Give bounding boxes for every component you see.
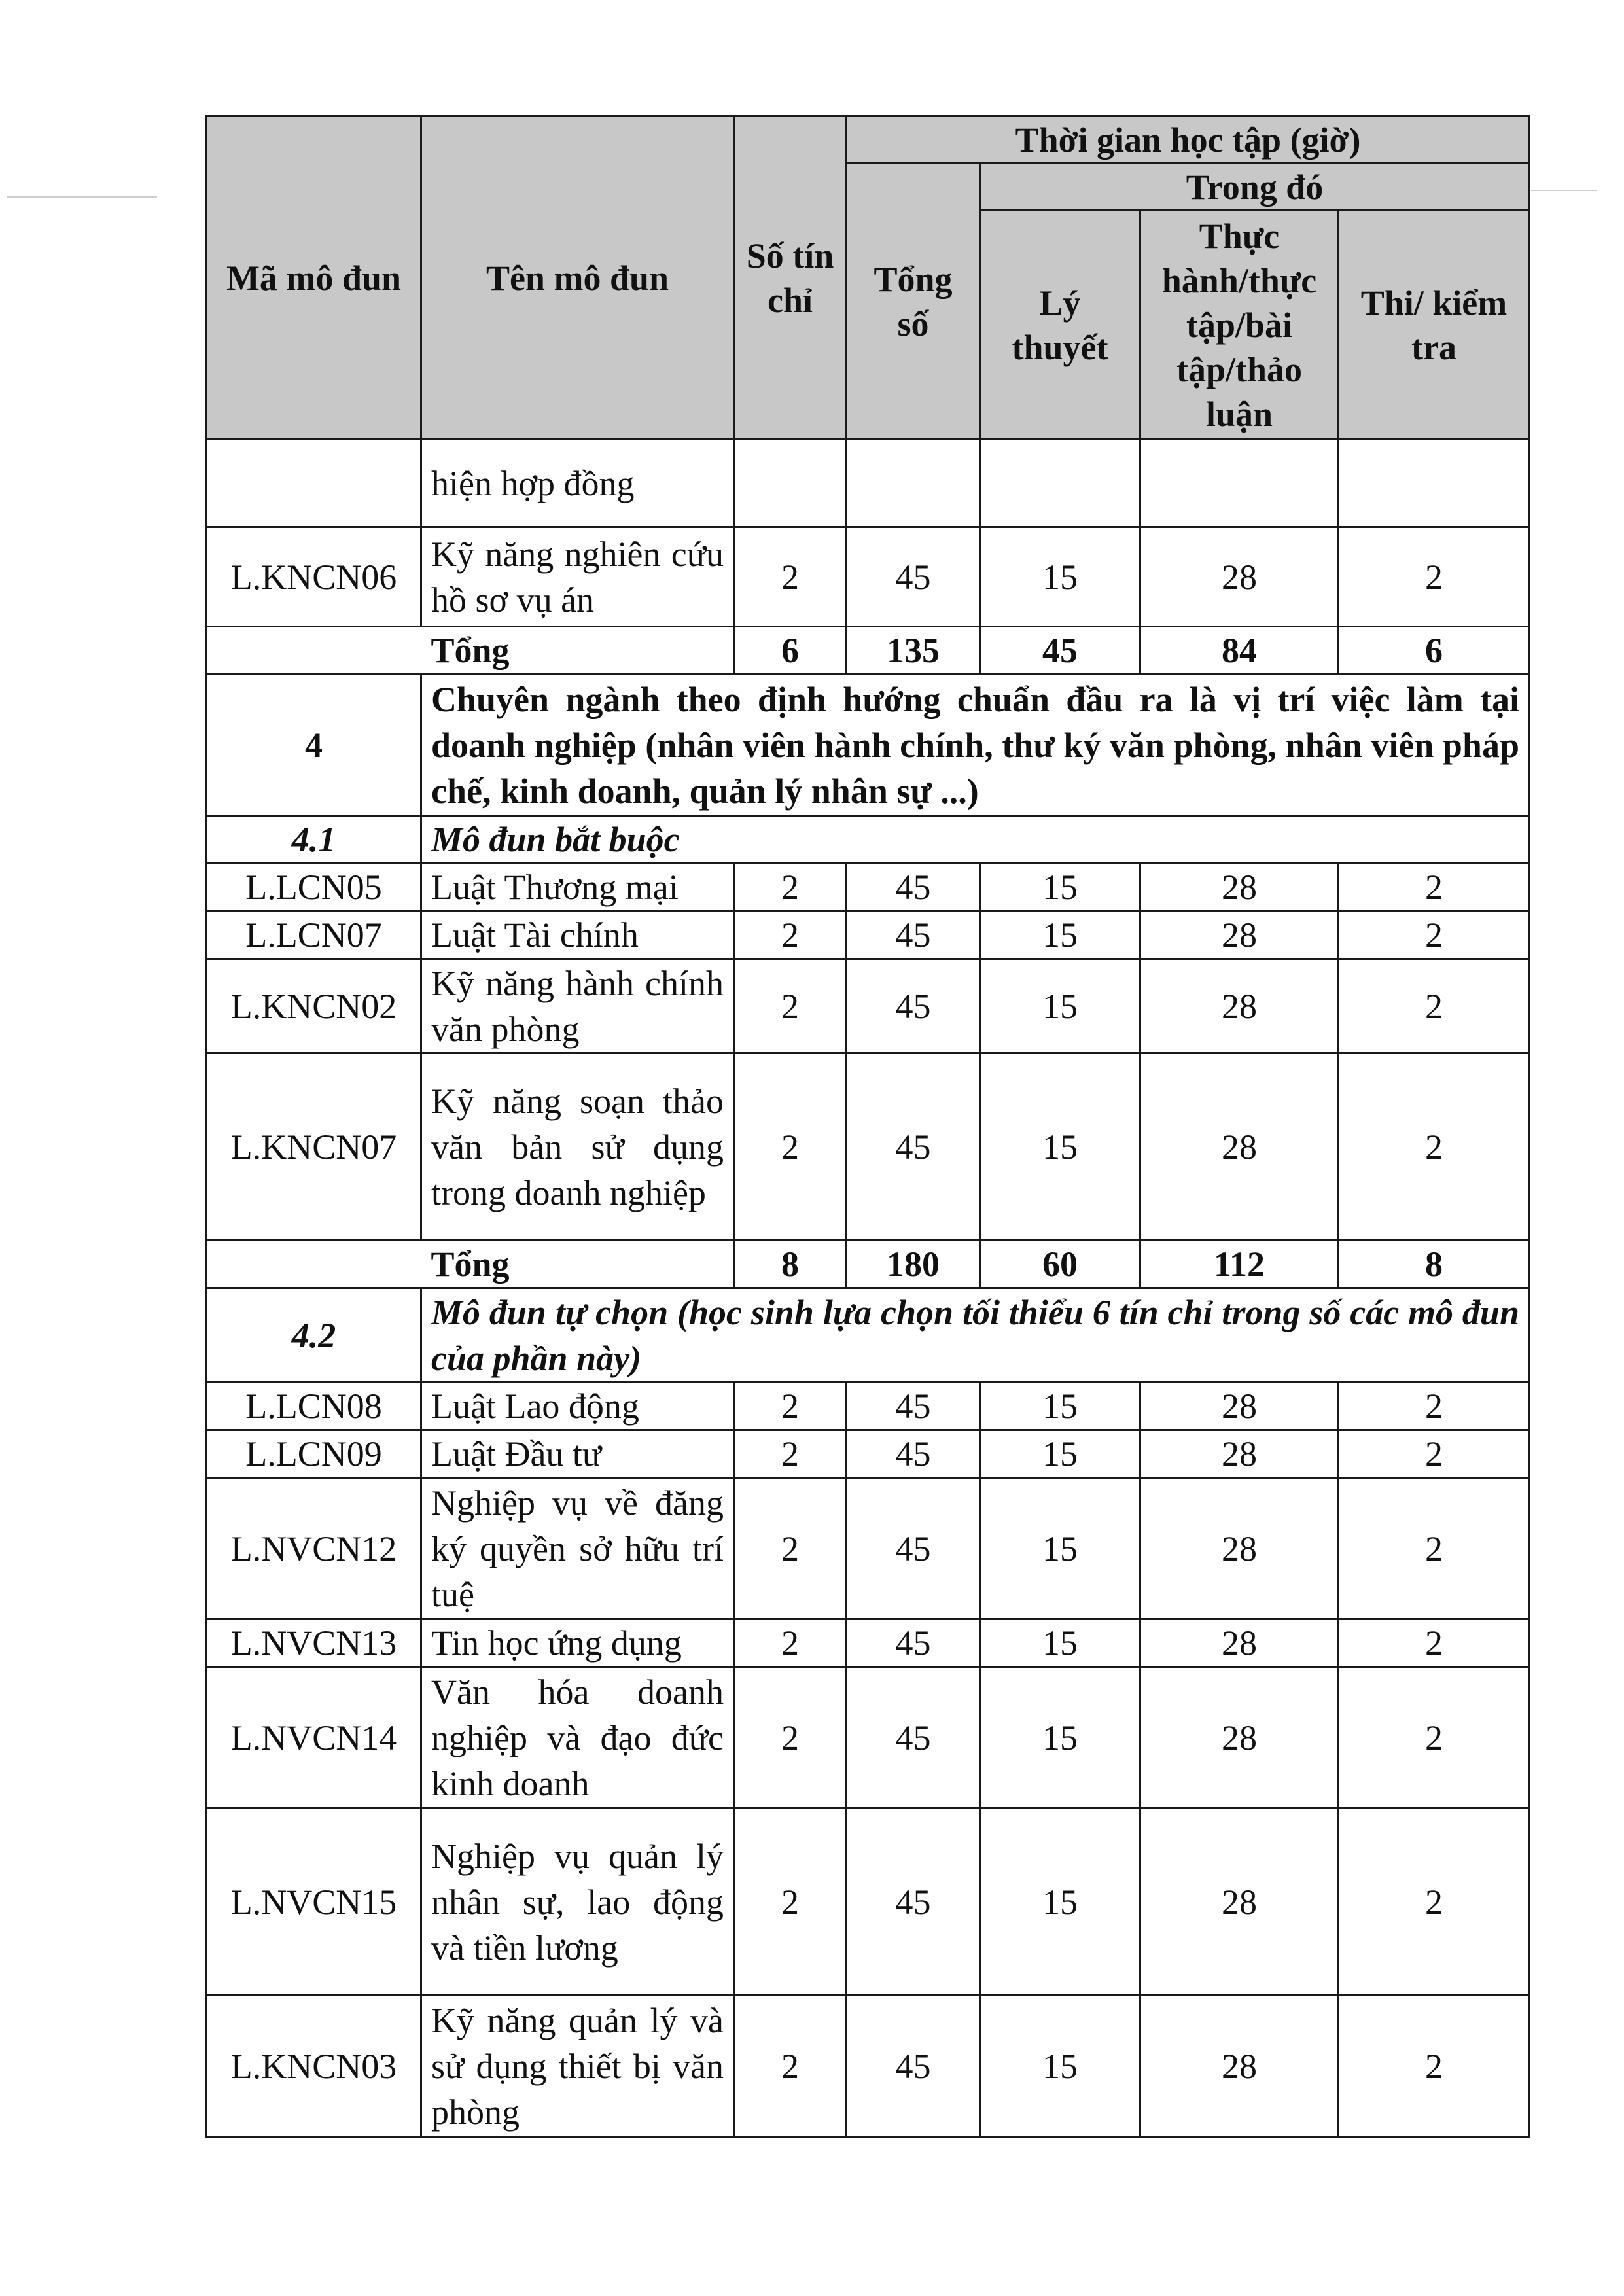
cell-exam: 2 bbox=[1339, 959, 1530, 1053]
table-row bbox=[207, 1053, 1530, 1241]
cell-total: 45 bbox=[847, 1383, 980, 1430]
cell-name: Nghiệp vụ quản lý nhân sự, lao động và tiền lương bbox=[421, 1809, 734, 1996]
cell-theory: 15 bbox=[980, 911, 1140, 959]
cell-total: 45 bbox=[847, 864, 980, 911]
cell-total: 45 bbox=[847, 1667, 980, 1809]
cell-credits: 2 bbox=[734, 527, 847, 627]
cell-practice: 28 bbox=[1140, 1478, 1339, 1619]
cell-exam: 2 bbox=[1339, 1809, 1530, 1996]
table-body bbox=[207, 440, 1530, 2137]
cell-exam: 2 bbox=[1339, 864, 1530, 911]
scan-artifact bbox=[1531, 190, 1597, 191]
cell-name: Kỹ năng soạn thảo văn bản sử dụng trong doanh nghiệp bbox=[421, 1053, 734, 1241]
subtotal-label: Tổng bbox=[207, 1241, 734, 1288]
subsection-row bbox=[207, 1288, 1530, 1383]
cell-total: 45 bbox=[847, 1478, 980, 1619]
table-row bbox=[207, 1478, 1530, 1619]
cell-name: Tin học ứng dụng bbox=[421, 1619, 734, 1667]
header-credits: Số tín chỉ bbox=[734, 116, 847, 440]
cell-practice: 84 bbox=[1140, 627, 1339, 675]
cell-name: Luật Đầu tư bbox=[421, 1430, 734, 1478]
cell-credits: 2 bbox=[734, 911, 847, 959]
cell-total: 45 bbox=[847, 1996, 980, 2137]
cell-total: 45 bbox=[847, 1809, 980, 1996]
cell-name: Luật Lao động bbox=[421, 1383, 734, 1430]
cell-practice: 28 bbox=[1140, 1383, 1339, 1430]
cell-code: L.NVCN12 bbox=[207, 1478, 421, 1619]
cell-theory: 15 bbox=[980, 527, 1140, 627]
table-header bbox=[207, 116, 1530, 440]
cell-credits: 8 bbox=[734, 1241, 847, 1288]
cell-theory bbox=[980, 440, 1140, 527]
cell-practice: 28 bbox=[1140, 1809, 1339, 1996]
cell-exam: 2 bbox=[1339, 1667, 1530, 1809]
cell-practice: 28 bbox=[1140, 527, 1339, 627]
cell-total: 45 bbox=[847, 911, 980, 959]
cell-theory: 45 bbox=[980, 627, 1140, 675]
cell-credits bbox=[734, 440, 847, 527]
cell-total: 45 bbox=[847, 1619, 980, 1667]
cell-theory: 15 bbox=[980, 1053, 1140, 1241]
cell-exam: 6 bbox=[1339, 627, 1530, 675]
cell-theory: 15 bbox=[980, 1430, 1140, 1478]
cell-code: L.LCN08 bbox=[207, 1383, 421, 1430]
subtotal-label: Tổng bbox=[207, 627, 734, 675]
cell-total: 135 bbox=[847, 627, 980, 675]
table-row bbox=[207, 527, 1530, 627]
cell-code: L.KNCN06 bbox=[207, 527, 421, 627]
curriculum-table bbox=[205, 115, 1530, 2138]
table-row bbox=[207, 959, 1530, 1053]
cell-practice: 28 bbox=[1140, 1053, 1339, 1241]
table-row bbox=[207, 1619, 1530, 1667]
cell-exam: 2 bbox=[1339, 1996, 1530, 2137]
table-row bbox=[207, 440, 1530, 527]
cell-credits: 2 bbox=[734, 959, 847, 1053]
cell-practice: 112 bbox=[1140, 1241, 1339, 1288]
subsection-title: Mô đun bắt buộc bbox=[421, 816, 1530, 864]
cell-exam: 2 bbox=[1339, 1383, 1530, 1430]
cell-theory: 60 bbox=[980, 1241, 1140, 1288]
scan-artifact bbox=[7, 196, 157, 198]
subtotal-row bbox=[207, 1241, 1530, 1288]
cell-exam: 2 bbox=[1339, 1619, 1530, 1667]
cell-exam: 2 bbox=[1339, 1430, 1530, 1478]
cell-practice: 28 bbox=[1140, 1430, 1339, 1478]
table-row bbox=[207, 1430, 1530, 1478]
cell-total: 45 bbox=[847, 959, 980, 1053]
cell-credits: 2 bbox=[734, 1667, 847, 1809]
cell-code: L.NVCN14 bbox=[207, 1667, 421, 1809]
cell-total: 45 bbox=[847, 527, 980, 627]
cell-theory: 15 bbox=[980, 959, 1140, 1053]
cell-code: L.KNCN03 bbox=[207, 1996, 421, 2137]
cell-total bbox=[847, 440, 980, 527]
cell-name: Luật Thương mại bbox=[421, 864, 734, 911]
subsection-number: 4.1 bbox=[207, 816, 421, 864]
cell-exam: 2 bbox=[1339, 911, 1530, 959]
header-total: Tổng số bbox=[847, 164, 980, 440]
header-of-which: Trong đó bbox=[980, 164, 1530, 211]
header-theory: Lý thuyết bbox=[980, 211, 1140, 440]
header-practice: Thực hành/thực tập/bài tập/thảo luận bbox=[1140, 211, 1339, 440]
cell-code: L.NVCN15 bbox=[207, 1809, 421, 1996]
cell-credits: 2 bbox=[734, 1619, 847, 1667]
section-number: 4 bbox=[207, 675, 421, 816]
cell-theory: 15 bbox=[980, 1996, 1140, 2137]
cell-credits: 2 bbox=[734, 864, 847, 911]
cell-total: 45 bbox=[847, 1053, 980, 1241]
header-exam: Thi/ kiểm tra bbox=[1339, 211, 1530, 440]
cell-practice: 28 bbox=[1140, 1996, 1339, 2137]
cell-exam: 2 bbox=[1339, 527, 1530, 627]
cell-credits: 2 bbox=[734, 1996, 847, 2137]
cell-name: Kỹ năng nghiên cứu hồ sơ vụ án bbox=[421, 527, 734, 627]
cell-practice: 28 bbox=[1140, 911, 1339, 959]
cell-exam: 2 bbox=[1339, 1053, 1530, 1241]
table-row bbox=[207, 864, 1530, 911]
subsection-number: 4.2 bbox=[207, 1288, 421, 1383]
cell-code: L.LCN07 bbox=[207, 911, 421, 959]
cell-code: L.KNCN07 bbox=[207, 1053, 421, 1241]
cell-practice: 28 bbox=[1140, 1667, 1339, 1809]
cell-total: 180 bbox=[847, 1241, 980, 1288]
cell-credits: 6 bbox=[734, 627, 847, 675]
cell-code: L.KNCN02 bbox=[207, 959, 421, 1053]
table-row bbox=[207, 911, 1530, 959]
cell-code: L.LCN05 bbox=[207, 864, 421, 911]
cell-theory: 15 bbox=[980, 1478, 1140, 1619]
cell-name: Luật Tài chính bbox=[421, 911, 734, 959]
cell-code bbox=[207, 440, 421, 527]
subtotal-row bbox=[207, 627, 1530, 675]
cell-credits: 2 bbox=[734, 1809, 847, 1996]
cell-theory: 15 bbox=[980, 864, 1140, 911]
cell-credits: 2 bbox=[734, 1430, 847, 1478]
header-study-time: Thời gian học tập (giờ) bbox=[847, 116, 1530, 164]
subsection-row bbox=[207, 816, 1530, 864]
cell-theory: 15 bbox=[980, 1383, 1140, 1430]
section-row bbox=[207, 675, 1530, 816]
cell-practice: 28 bbox=[1140, 959, 1339, 1053]
cell-practice: 28 bbox=[1140, 864, 1339, 911]
header-name: Tên mô đun bbox=[421, 116, 734, 440]
header-code: Mã mô đun bbox=[207, 116, 421, 440]
cell-theory: 15 bbox=[980, 1809, 1140, 1996]
cell-practice bbox=[1140, 440, 1339, 527]
cell-code: L.NVCN13 bbox=[207, 1619, 421, 1667]
cell-code: L.LCN09 bbox=[207, 1430, 421, 1478]
subsection-title: Mô đun tự chọn (học sinh lựa chọn tối thiểu 6 tín chỉ trong số các mô đun của phần này) bbox=[421, 1288, 1530, 1383]
cell-name: Kỹ năng hành chính văn phòng bbox=[421, 959, 734, 1053]
section-title: Chuyên ngành theo định hướng chuẩn đầu ra là vị trí việc làm tại doanh nghiệp (nhân viên hành chính, thư ký văn phòng, nhân viên pháp chế, kinh doanh, quản lý nhân sự ...) bbox=[421, 675, 1530, 816]
cell-credits: 2 bbox=[734, 1478, 847, 1619]
cell-theory: 15 bbox=[980, 1667, 1140, 1809]
cell-credits: 2 bbox=[734, 1053, 847, 1241]
table-row bbox=[207, 1809, 1530, 1996]
cell-name: Nghiệp vụ về đăng ký quyền sở hữu trí tuệ bbox=[421, 1478, 734, 1619]
cell-name: Kỹ năng quản lý và sử dụng thiết bị văn phòng bbox=[421, 1996, 734, 2137]
cell-exam bbox=[1339, 440, 1530, 527]
cell-name: hiện hợp đồng bbox=[421, 440, 734, 527]
cell-total: 45 bbox=[847, 1430, 980, 1478]
table-row bbox=[207, 1667, 1530, 1809]
cell-exam: 8 bbox=[1339, 1241, 1530, 1288]
cell-name: Văn hóa doanh nghiệp và đạo đức kinh doanh bbox=[421, 1667, 734, 1809]
table-row bbox=[207, 1383, 1530, 1430]
table-row bbox=[207, 1996, 1530, 2137]
cell-exam: 2 bbox=[1339, 1478, 1530, 1619]
cell-practice: 28 bbox=[1140, 1619, 1339, 1667]
cell-theory: 15 bbox=[980, 1619, 1140, 1667]
cell-credits: 2 bbox=[734, 1383, 847, 1430]
